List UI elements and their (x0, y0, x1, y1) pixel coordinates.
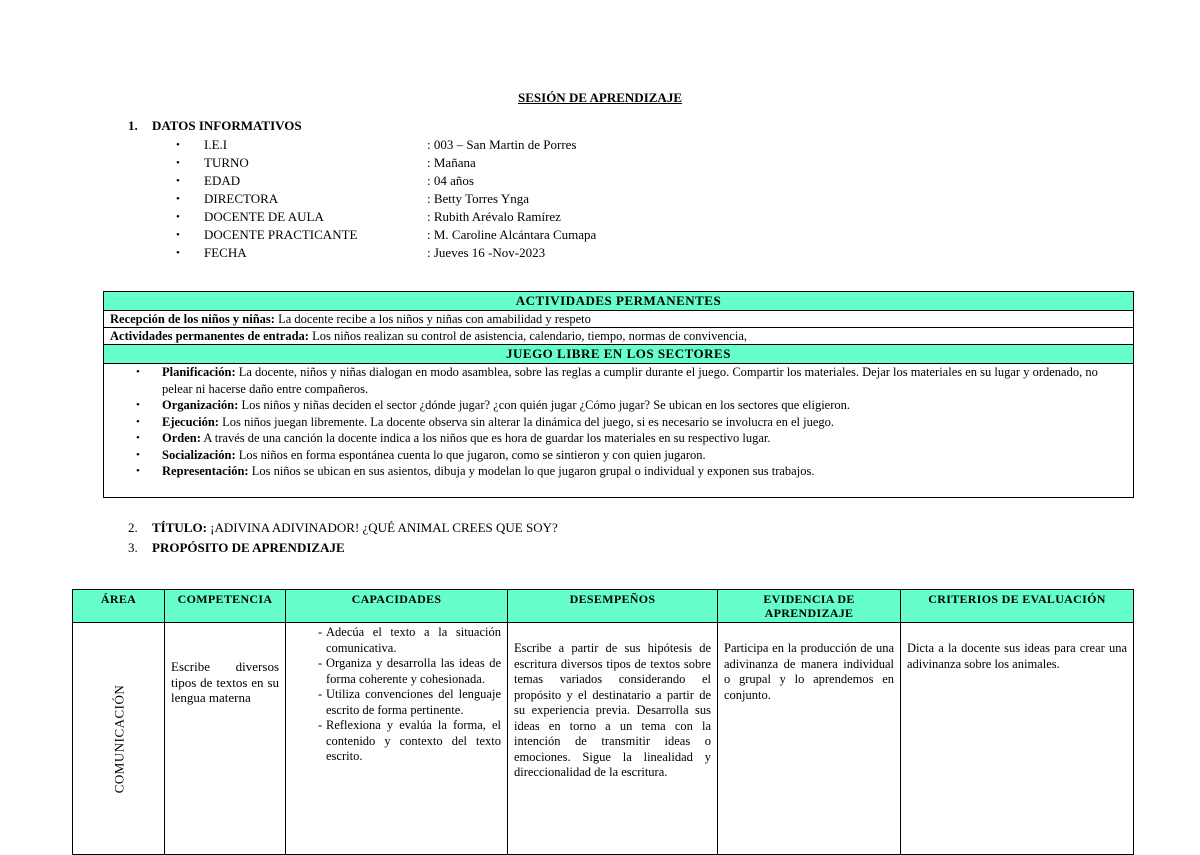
list-item (104, 447, 1133, 464)
section-1-title: DATOS INFORMATIVOS (152, 118, 302, 133)
capacidad-text: Reflexiona y evalúa la forma, el contenido y contexto del texto escrito. (326, 718, 501, 763)
datos-row-fecha (176, 244, 776, 262)
bullet-icon: • (136, 415, 140, 428)
entrada-label: Actividades permanentes de entrada: (110, 329, 309, 343)
list-item (104, 414, 1133, 431)
datos-list (176, 136, 776, 262)
item-label: Organización: (162, 398, 239, 412)
datos-value: : Betty Torres Ynga (427, 191, 529, 206)
proposito-table (72, 589, 1134, 855)
datos-value: : Mañana (427, 155, 476, 170)
permanentes-header: ACTIVIDADES PERMANENTES (104, 292, 1134, 311)
datos-row-turno (176, 154, 776, 172)
header-capacidades: CAPACIDADES (286, 590, 508, 623)
juego-list (104, 364, 1133, 480)
datos-value: : Rubith Arévalo Ramírez (427, 209, 561, 224)
juego-header: JUEGO LIBRE EN LOS SECTORES (104, 345, 1134, 364)
criterios-cell: Dicta a la docente sus ideas para crear una adivinanza sobre los animales. (901, 623, 1134, 855)
item-text: La docente, niños y niñas dialogan en modo asamblea, sobre las reglas a cumplir durante el juego. Compartir los materiales. Dejar los materiales en su lugar y ordenado, no pelear ni hacerse daño entre compañeros. (162, 365, 1098, 396)
datos-row-iei (176, 136, 776, 154)
bullet-icon: • (176, 247, 180, 259)
dash-icon: - (318, 718, 323, 732)
section-2 (128, 520, 558, 536)
item-label: Representación: (162, 464, 249, 478)
list-item (288, 718, 501, 765)
dash-icon: - (318, 656, 323, 670)
juego-list-cell (104, 364, 1134, 498)
header-criterios: CRITERIOS DE EVALUACIÓN (901, 590, 1134, 623)
list-item (104, 463, 1133, 480)
dash-icon: - (318, 625, 323, 639)
evidencia-cell: Participa en la producción de una adivinanza de manera individual o grupal y lo aprendemos en conjunto. (718, 623, 901, 855)
datos-value: : M. Caroline Alcántara Cumapa (427, 227, 597, 242)
item-text: A través de una canción la docente indica a los niños que es hora de guardar los materiales en su respectivo lugar. (200, 431, 771, 445)
list-item (104, 397, 1133, 414)
list-item (104, 364, 1133, 397)
datos-label: I.E.I (204, 137, 228, 152)
table-header-row (73, 590, 1134, 623)
permanentes-table (103, 291, 1134, 498)
table-row (73, 623, 1134, 855)
item-label: Planificación: (162, 365, 236, 379)
header-desempenos: DESEMPEÑOS (508, 590, 718, 623)
datos-label: TURNO (204, 155, 249, 170)
datos-row-docente-aula (176, 208, 776, 226)
datos-label: FECHA (204, 245, 247, 260)
datos-row-directora (176, 190, 776, 208)
area-cell (73, 623, 165, 855)
datos-label: DOCENTE PRACTICANTE (204, 227, 358, 242)
section-3-number: 3. (128, 540, 138, 555)
area-text: COMUNICACIÓN (110, 684, 126, 793)
item-text: Los niños en forma espontánea cuenta lo que jugaron, como se sintieron y con quien jugaron. (235, 447, 706, 462)
datos-value: : Jueves 16 -Nov-2023 (427, 245, 546, 260)
bullet-icon: • (176, 139, 180, 151)
capacidad-text: Adecúa el texto a la situación comunicativa. (326, 625, 501, 655)
capacidad-text: Utiliza convenciones del lenguaje escrito de forma pertinente. (326, 687, 501, 717)
dash-icon: - (318, 687, 323, 701)
datos-value: : 04 años (427, 173, 474, 188)
item-label: Ejecución: (162, 414, 219, 429)
page-title: SESIÓN DE APRENDIZAJE (518, 90, 682, 105)
item-text: Los niños juegan libremente. La docente observa sin alterar la dinámica del juego, si es necesario se involucra en el juego. (218, 414, 834, 429)
section-1-heading (128, 118, 302, 134)
entrada-row (104, 328, 1134, 345)
list-item (288, 656, 501, 687)
item-text: Los niños se ubican en sus asientos, dibuja y modelan lo que jugaron grupal o individual y exponen sus trabajos. (248, 464, 815, 478)
section-3 (128, 540, 345, 556)
datos-label: DIRECTORA (204, 191, 279, 206)
recepcion-row (104, 311, 1134, 328)
datos-label: DOCENTE DE AULA (204, 209, 324, 224)
bullet-icon: • (136, 399, 140, 411)
datos-value: : 003 – San Martin de Porres (427, 137, 577, 152)
entrada-text: Los niños realizan su control de asistencia, calendario, tiempo, normas de convivencia, (308, 329, 748, 343)
competencia-cell: Escribe diversos tipos de textos en su lengua materna (165, 623, 286, 855)
section-1-number: 1. (128, 118, 138, 133)
datos-row-docente-practicante (176, 226, 776, 244)
section-2-label: TÍTULO: (152, 520, 207, 535)
section-2-text: ¡ADIVINA ADIVINADOR! ¿QUÉ ANIMAL CREES QUE SOY? (206, 520, 558, 535)
bullet-icon: • (176, 193, 180, 205)
bullet-icon: • (176, 211, 180, 223)
list-item (288, 625, 501, 656)
item-label: Orden: (162, 431, 201, 445)
bullet-icon: • (176, 175, 180, 187)
capacidades-cell (286, 623, 508, 855)
datos-label: EDAD (204, 173, 241, 188)
bullet-icon: • (136, 432, 140, 444)
section-3-heading: PROPÓSITO DE APRENDIZAJE (152, 540, 345, 555)
header-evidencia: EVIDENCIA DE APRENDIZAJE (718, 590, 901, 623)
bullet-icon: • (176, 157, 180, 169)
header-competencia: COMPETENCIA (165, 590, 286, 623)
bullet-icon: • (136, 448, 140, 461)
bullet-icon: • (136, 465, 140, 477)
list-item (104, 430, 1133, 447)
item-label: Socialización: (162, 447, 236, 462)
desempenos-cell: Escribe a partir de sus hipótesis de escritura diversos tipos de textos sobre temas variados considerando el propósito y el destinatario a partir de su experiencia previa. Desarrolla sus ideas en torno a un tema con la intención de transmitir ideas o emociones. Sigue la linealidad y direccionalidad de la escritura. (508, 623, 718, 855)
datos-row-edad (176, 172, 776, 190)
recepcion-label: Recepción de los niños y niñas: (110, 312, 275, 326)
list-item (288, 687, 501, 718)
capacidades-list (288, 625, 501, 765)
header-area: ÁREA (73, 590, 165, 623)
capacidad-text: Organiza y desarrolla las ideas de forma coherente y cohesionada. (326, 656, 501, 686)
item-text: Los niños y niñas deciden el sector ¿dónde jugar? ¿con quién jugar ¿Cómo jugar? Se ubican en los sectores que eligieron. (238, 398, 851, 412)
bullet-icon: • (136, 366, 140, 378)
bullet-icon: • (176, 229, 180, 241)
recepcion-text: La docente recibe a los niños y niñas con amabilidad y respeto (274, 312, 591, 326)
section-2-number: 2. (128, 520, 138, 535)
